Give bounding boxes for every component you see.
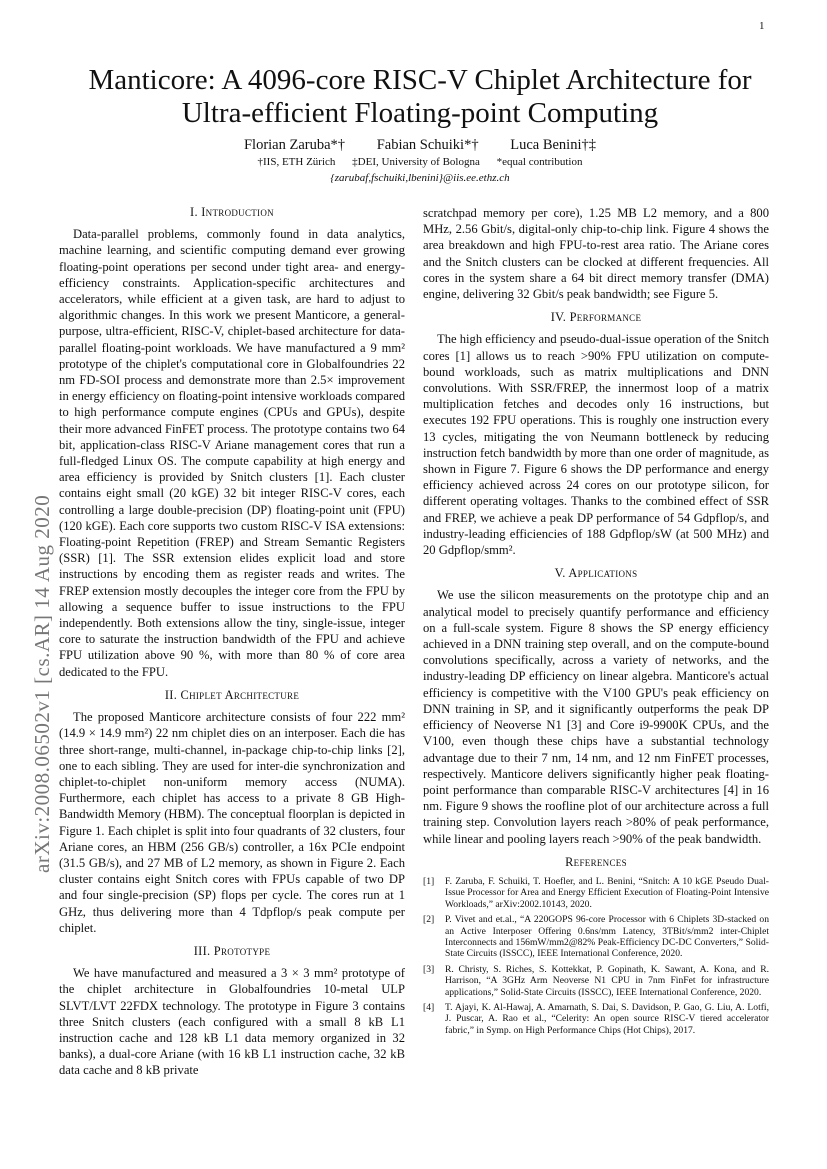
prototype-paragraph: We have manufactured and measured a 3 × 3 mm² prototype of the chiplet architecture in Globalfoundries 10-metal ULP SLVT/LVT 22FDX technology. The prototype in Figure 3 contains three Snitch clusters (each configured with a small 8 kB L1 instruction cache and 128 kB L1 data memory organized in 32 banks), a dual-core Ariane (with 16 kB L1 instruction cache, 32 kB data cache and 8 kB private <box>59 966 405 1078</box>
prototype-paragraph-continued: scratchpad memory per core), 1.25 MB L2 memory, and a 800 MHz, 2.56 Gbit/s, digital-only chip-to-chip link. Figure 4 shows the area breakdown and high FPU-to-rest area ratio. The Ariane cores and the Snitch clusters can be clocked at different frequencies. All cores in the system share a 64 bit direct memory transfer (DMA) engine, delivering 32 Gbit/s peak bandwidth; see Figure 5. <box>423 206 769 302</box>
affiliation-3: *equal contribution <box>496 156 583 168</box>
right-column <box>423 205 769 1040</box>
reference-text: R. Christy, S. Riches, S. Kottekkat, P. Gopinath, K. Sawant, A. Kona, and R. Harrison, “A 3GHz Arm Neoverse N1 CPU in 7nm FinFet for infrastructure applications,” Solid-State Circuits (ISSCC), IEEE International Conference, 2020. <box>445 963 769 998</box>
reference-list <box>423 876 769 1036</box>
section-heading-chiplet: II. Chiplet Architecture <box>164 687 300 702</box>
section-heading-references: References <box>565 854 627 869</box>
author-email: {zarubaf,fschuiki,lbenini}@iis.ee.ethz.ch <box>330 172 510 184</box>
title-line-2: Ultra-efficient Floating-point Computing <box>181 97 659 129</box>
chiplet-paragraph: The proposed Manticore architecture consists of four 222 mm² (14.9 × 14.9 mm²) 22 nm chiplet dies on an interposer. Each die has three short-range, multi-channel, in-package chip-to-chip links [2], one to each sibling. They are used for inter-die synchronization and chiplet-to-chiplet non-uniform memory access (NUMA). Furthermore, each chiplet has access to a private 8 GB High-Bandwidth Memory (HBM). The conceptual floorplan is depicted in Figure 1. Each chiplet is split into four quadrants of 32 clusters, four Ariane cores, an HBM (256 GB/s) controller, a 16x PCIe endpoint (31.5 GB/s), and 27 MB of L2 memory, as shown in Figure 2. Each cluster contains eight Snitch cores with FPUs capable of two DP and four single-precision (SP) flops per cycle. The cores run at 1 GHz, thus delivering more than 4 Tdpflop/s peak compute per chiplet. <box>59 710 405 935</box>
page-number: 1 <box>759 20 765 32</box>
reference-item <box>423 1002 769 1036</box>
performance-paragraph: The high efficiency and pseudo-dual-issue operation of the Snitch cores [1] allows us to reach >90% FPU utilization on compute-bound workloads, such as matrix multiplications and DNN convolutions. With SSR/FREP, the innermost loop of a matrix multiplication fetches and decodes only 16 instructions, but executes 192 FPU operations. This is roughly one instruction every 13 cycles, mitigating the von Neumann bottleneck by reducing instruction fetch bandwidth by more than one order of magnitude, as shown in Figure 7. Figure 6 shows the DP performance and energy efficiency achieved across 24 cores on our prototype silicon, for different operating voltages. Thanks to the combined effect of SSR and FREP, we achieve a peak DP performance of 54 Gdpflop/s, and industry-leading efficiencies of 188 Gdpflop/sW (at 500 MHz) and 20 Gdpflop/smm². <box>423 332 770 558</box>
author-1: Florian Zaruba*† <box>243 137 346 153</box>
reference-number: [3] <box>423 963 435 975</box>
arxiv-stamp: arXiv:2008.06502v1 [cs.AR] 14 Aug 2020 <box>30 494 54 873</box>
section-heading-applications: V. Applications <box>554 566 638 581</box>
applications-paragraph: We use the silicon measurements on the prototype chip and an analytical model to precisely quantify performance and efficiency on a full-scale system. Figure 8 shows the SP energy efficiency achieved in a DNN training step overall, and on the compute-bound convolutions specifically, across a variety of networks, and the industry-leading DP efficiency on linear algebra. Manticore's actual efficiency is competitive with the V100 GPU's peak efficiency on DNN training in SP, and it significantly outperforms the peak DP efficiency of Neoverse N1 [3] and Core i9-9900K CPUs, and the V100, even though these chips have a substantial technology advantage due to their 7 nm, 14 nm, and 12 nm FinFET processes, respectively. Manticore delivers significantly higher peak floating-point performance than comparable RISC-V architectures [4] in 16 nm. Figure 9 shows the roofline plot of our architecture across a full training step. Convolution layers reach >80% of peak performance, while linear and pooling layers reach >90% of the peak bandwidth. <box>423 588 769 846</box>
reference-item <box>423 914 769 960</box>
reference-text: P. Vivet and et.al., “A 220GOPS 96-core Processor with 6 Chiplets 3D-stacked on an Active Interposer Offering 0.6ns/mm Latency, 3TBit/s/mm2 inter-Chiplet Interconnects and 156mW/mm2@82% Peak-Efficiency DC-DC Converters,” Solid-State Circuits (ISSCC), IEEE International Conference, 2020. <box>445 914 769 960</box>
section-heading-prototype: III. Prototype <box>193 943 271 958</box>
affiliation-1: †IIS, ETH Zürich <box>257 156 336 168</box>
author-3: Luca Benini†‡ <box>510 137 596 153</box>
title-line-1: Manticore: A 4096-core RISC-V Chiplet Architecture for <box>88 64 752 96</box>
affiliations <box>70 156 770 168</box>
section-heading-performance: IV. Performance <box>550 310 642 325</box>
paper-title <box>70 64 770 130</box>
reference-number: [1] <box>423 875 435 887</box>
reference-text: F. Zaruba, F. Schuiki, T. Hoefler, and L. Benini, “Snitch: A 10 kGE Pseudo Dual-Issue Processor for Area and Energy Efficient Execution of Floating-Point Intensive Workloads,” arXiv:2002.10143, 2020. <box>445 875 769 910</box>
author-2: Fabian Schuiki*† <box>376 137 479 153</box>
reference-item <box>423 964 769 998</box>
introduction-paragraph: Data-parallel problems, commonly found in data analytics, machine learning, and scientific computing demand ever growing floating-point operations per second under tight area- and energy-efficiency constraints. Application-specific architectures and accelerators, while efficient at a given task, are hard to adjust to algorithmic changes. In this work we present Manticore, a general-purpose, ultra-efficient, RISC-V, chiplet-based architecture for data-parallel floating-point workloads. We have manufactured a 9 mm² prototype of the chiplet's computational core in Globalfoundries 22 nm FD-SOI process and demonstrate more than 2.5× improvement in energy efficiency on floating-point intensive workloads compared to high performance compute engines (CPUs and GPUs), despite their more advanced FinFET process. The prototype contains two 64 bit, application-class RISC-V Ariane management cores that run a full-fledged Linux OS. The compute capability at high energy and area efficiency is provided by Snitch clusters [1]. Each cluster contains eight small (20 kGE) 32 bit integer RISC-V cores, each controlling a large double-precision (DP) floating-point unit (FPU) (120 kGE). Each core supports two custom RISC-V ISA extensions: Floating-point Repetition (FREP) and Stream Semantic Registers (SSR) [1]. The SSR extension elides explicit load and store instructions by encoding them as register reads and writes. The FREP extension mostly decouples the integer core from the FPU by allowing a sequence buffer to issue instructions to the FPU independently. Both extensions allow the tiny, single-issue, integer core to saturate the instruction bandwidth of the FPU and achieve FPU utilization above 90 %, with more than 80 % of core area dedicated to the FPU. <box>59 227 405 679</box>
reference-item <box>423 876 769 910</box>
author-list <box>70 137 770 154</box>
affiliation-2: ‡DEI, University of Bologna <box>352 156 480 168</box>
reference-number: [4] <box>423 1001 435 1013</box>
left-column <box>59 200 405 1079</box>
section-heading-introduction: I. Introduction <box>190 205 274 219</box>
reference-number: [2] <box>423 914 435 926</box>
reference-text: T. Ajayi, K. Al-Hawaj, A. Amarnath, S. Dai, S. Davidson, P. Gao, G. Liu, A. Lotfi, J. Puscar, A. Rao et al., “Celerity: An open source RISC-V tiered accelerator fabric,” in Symp. on High Performance Chips (Hot Chips), 2017. <box>445 1001 769 1036</box>
